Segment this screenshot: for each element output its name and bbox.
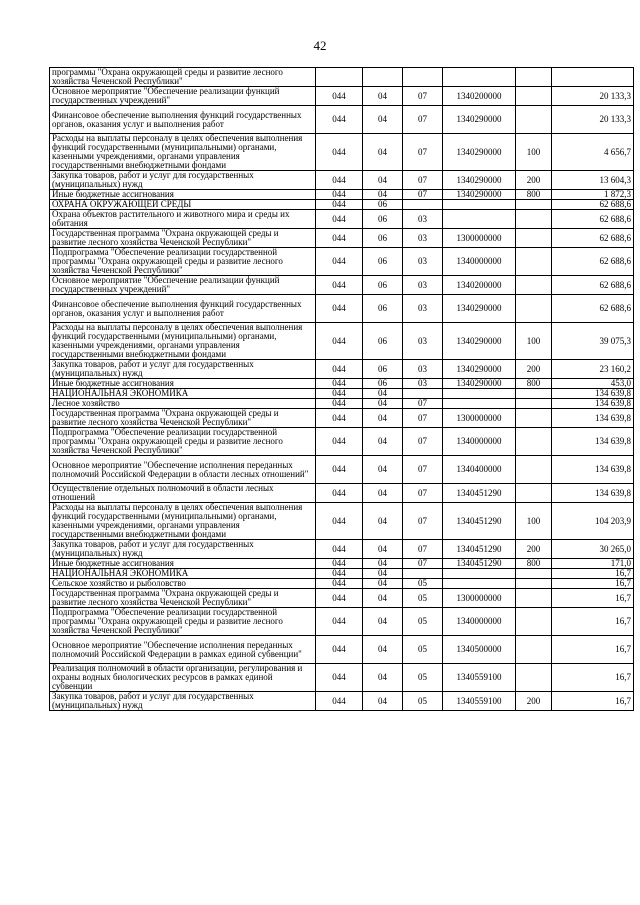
subsection-code-cell: 05 (403, 664, 443, 692)
expense-type-cell (516, 106, 552, 134)
subsection-code-cell: 03 (403, 210, 443, 229)
row-name-cell: НАЦИОНАЛЬНАЯ ЭКОНОМИКА (50, 569, 316, 579)
table-row (50, 106, 634, 134)
expense-type-cell (516, 456, 552, 484)
section-code-cell: 04 (363, 134, 403, 171)
subsection-code-cell: 03 (403, 229, 443, 248)
expense-type-cell: 100 (516, 323, 552, 360)
ved-code-cell: 044 (316, 428, 363, 456)
target-article-cell: 1340290000 (443, 171, 516, 190)
budget-table (49, 67, 634, 711)
expense-type-cell (516, 664, 552, 692)
target-article-cell: 1340000000 (443, 248, 516, 276)
table-row (50, 608, 634, 636)
amount-cell: 134 639,8 (552, 428, 634, 456)
expense-type-cell (516, 210, 552, 229)
subsection-code-cell: 07 (403, 171, 443, 190)
section-code-cell: 04 (363, 409, 403, 428)
amount-cell: 104 203,9 (552, 503, 634, 540)
subsection-code-cell: 03 (403, 295, 443, 323)
amount-cell: 16,7 (552, 579, 634, 589)
table-row (50, 503, 634, 540)
section-code-cell: 04 (363, 106, 403, 134)
section-code-cell: 04 (363, 389, 403, 399)
row-name-cell: Подпрограмма "Обеспечение реализации государственной программы "Охрана окружающей среды и развитие лесного хозяйства Чеченской Республики" (50, 608, 316, 636)
ved-code-cell: 044 (316, 589, 363, 608)
amount-cell: 16,7 (552, 636, 634, 664)
amount-cell: 16,7 (552, 569, 634, 579)
row-name-cell: Лесное хозяйство (50, 399, 316, 409)
amount-cell: 134 639,8 (552, 389, 634, 399)
section-code-cell: 04 (363, 664, 403, 692)
table-row (50, 428, 634, 456)
table-row (50, 229, 634, 248)
subsection-code-cell: 07 (403, 540, 443, 559)
expense-type-cell (516, 569, 552, 579)
subsection-code-cell: 03 (403, 323, 443, 360)
section-code-cell: 04 (363, 636, 403, 664)
section-code-cell: 04 (363, 608, 403, 636)
section-code-cell: 04 (363, 399, 403, 409)
amount-cell: 134 639,8 (552, 456, 634, 484)
ved-code-cell: 044 (316, 636, 363, 664)
target-article-cell: 1340290000 (443, 190, 516, 200)
amount-cell (552, 68, 634, 87)
expense-type-cell: 800 (516, 379, 552, 389)
table-row (50, 636, 634, 664)
expense-type-cell (516, 428, 552, 456)
expense-type-cell (516, 636, 552, 664)
target-article-cell: 1340451290 (443, 559, 516, 569)
row-name-cell: Подпрограмма "Обеспечение реализации государственной программы "Охрана окружающей среды и развитие лесного хозяйства Чеченской Республики" (50, 248, 316, 276)
expense-type-cell (516, 409, 552, 428)
page-number: 42 (313, 38, 327, 53)
expense-type-cell (516, 200, 552, 210)
table-row (50, 171, 634, 190)
section-code-cell: 06 (363, 323, 403, 360)
ved-code-cell: 044 (316, 484, 363, 503)
ved-code-cell: 044 (316, 200, 363, 210)
ved-code-cell: 044 (316, 190, 363, 200)
amount-cell: 171,0 (552, 559, 634, 569)
target-article-cell: 1340290000 (443, 323, 516, 360)
row-name-cell: Государственная программа "Охрана окружающей среды и развитие лесного хозяйства Чеченской Республики" (50, 589, 316, 608)
row-name-cell: ОХРАНА ОКРУЖАЮЩЕЙ СРЕДЫ (50, 200, 316, 210)
section-code-cell: 06 (363, 248, 403, 276)
subsection-code-cell: 07 (403, 559, 443, 569)
ved-code-cell: 044 (316, 171, 363, 190)
ved-code-cell: 044 (316, 323, 363, 360)
row-name-cell: Реализация полномочий в области организации, регулирования и охраны водных биологических ресурсов в рамках единой субвенции (50, 664, 316, 692)
amount-cell: 62 688,6 (552, 295, 634, 323)
section-code-cell (363, 68, 403, 87)
expense-type-cell (516, 399, 552, 409)
row-name-cell: Сельское хозяйство и рыболовство (50, 579, 316, 589)
expense-type-cell (516, 295, 552, 323)
expense-type-cell (516, 579, 552, 589)
subsection-code-cell: 03 (403, 276, 443, 295)
section-code-cell: 04 (363, 428, 403, 456)
amount-cell: 1 872,3 (552, 190, 634, 200)
amount-cell: 30 265,0 (552, 540, 634, 559)
row-name-cell: Основное мероприятие "Обеспечение реализации функций государственных учреждений" (50, 87, 316, 106)
row-name-cell: Расходы на выплаты персоналу в целях обеспечения выполнения функций государственными (муниципальными) органами, казенными учреждениями, органами управления государственными внебюджетными фондами (50, 134, 316, 171)
row-name-cell: НАЦИОНАЛЬНАЯ ЭКОНОМИКА (50, 389, 316, 399)
row-name-cell: Иные бюджетные ассигнования (50, 559, 316, 569)
section-code-cell: 04 (363, 503, 403, 540)
section-code-cell: 06 (363, 229, 403, 248)
section-code-cell: 06 (363, 200, 403, 210)
table-row (50, 579, 634, 589)
ved-code-cell: 044 (316, 456, 363, 484)
row-name-cell: Осуществление отдельных полномочий в области лесных отношений (50, 484, 316, 503)
subsection-code-cell: 03 (403, 360, 443, 379)
target-article-cell: 1300000000 (443, 229, 516, 248)
ved-code-cell: 044 (316, 503, 363, 540)
row-name-cell: Охрана объектов растительного и животного мира и среды их обитания (50, 210, 316, 229)
expense-type-cell: 200 (516, 692, 552, 711)
row-name-cell: программы "Охрана окружающей среды и развитие лесного хозяйства Чеченской Республики" (50, 68, 316, 87)
section-code-cell: 04 (363, 484, 403, 503)
target-article-cell: 1340290000 (443, 106, 516, 134)
target-article-cell: 1340290000 (443, 360, 516, 379)
amount-cell: 20 133,3 (552, 87, 634, 106)
row-name-cell: Основное мероприятие "Обеспечение исполнения переданных полномочий Российской Федерации в рамках единой субвенции" (50, 636, 316, 664)
amount-cell: 16,7 (552, 664, 634, 692)
section-code-cell: 04 (363, 456, 403, 484)
row-name-cell: Иные бюджетные ассигнования (50, 379, 316, 389)
target-article-cell: 1340000000 (443, 608, 516, 636)
ved-code-cell: 044 (316, 540, 363, 559)
section-code-cell: 04 (363, 589, 403, 608)
target-article-cell: 1340451290 (443, 484, 516, 503)
table-row (50, 360, 634, 379)
row-name-cell: Основное мероприятие "Обеспечение исполнения переданных полномочий Российской Федерации в области лесных отношений" (50, 456, 316, 484)
ved-code-cell: 044 (316, 409, 363, 428)
table-row (50, 200, 634, 210)
ved-code-cell (316, 68, 363, 87)
row-name-cell: Финансовое обеспечение выполнения функций государственных органов, оказания услуг и выполнения работ (50, 295, 316, 323)
ved-code-cell: 044 (316, 134, 363, 171)
subsection-code-cell: 07 (403, 399, 443, 409)
target-article-cell: 1340200000 (443, 276, 516, 295)
amount-cell: 62 688,6 (552, 210, 634, 229)
section-code-cell: 04 (363, 87, 403, 106)
expense-type-cell: 100 (516, 503, 552, 540)
ved-code-cell: 044 (316, 276, 363, 295)
section-code-cell: 06 (363, 360, 403, 379)
ved-code-cell: 044 (316, 692, 363, 711)
amount-cell: 62 688,6 (552, 200, 634, 210)
subsection-code-cell (403, 200, 443, 210)
expense-type-cell: 800 (516, 190, 552, 200)
table-row (50, 569, 634, 579)
table-row (50, 399, 634, 409)
subsection-code-cell: 03 (403, 379, 443, 389)
target-article-cell: 1340200000 (443, 87, 516, 106)
target-article-cell (443, 200, 516, 210)
target-article-cell (443, 579, 516, 589)
table-row (50, 692, 634, 711)
subsection-code-cell: 05 (403, 579, 443, 589)
table-row (50, 276, 634, 295)
target-article-cell (443, 389, 516, 399)
subsection-code-cell (403, 569, 443, 579)
ved-code-cell: 044 (316, 569, 363, 579)
expense-type-cell: 200 (516, 540, 552, 559)
row-name-cell: Расходы на выплаты персоналу в целях обеспечения выполнения функций государственными (муниципальными) органами, казенными учреждениями, органами управления государственными внебюджетными фондами (50, 323, 316, 360)
ved-code-cell: 044 (316, 295, 363, 323)
ved-code-cell: 044 (316, 399, 363, 409)
target-article-cell: 1340290000 (443, 295, 516, 323)
table-row (50, 134, 634, 171)
ved-code-cell: 044 (316, 248, 363, 276)
target-article-cell: 1340000000 (443, 428, 516, 456)
ved-code-cell: 044 (316, 106, 363, 134)
row-name-cell: Подпрограмма "Обеспечение реализации государственной программы "Охрана окружающей среды и развитие лесного хозяйства Чеченской Республики" (50, 428, 316, 456)
expense-type-cell: 100 (516, 134, 552, 171)
amount-cell: 16,7 (552, 608, 634, 636)
table-row (50, 589, 634, 608)
section-code-cell: 04 (363, 190, 403, 200)
amount-cell: 4 656,7 (552, 134, 634, 171)
amount-cell: 134 639,8 (552, 399, 634, 409)
expense-type-cell: 200 (516, 360, 552, 379)
target-article-cell: 1300000000 (443, 409, 516, 428)
section-code-cell: 04 (363, 579, 403, 589)
subsection-code-cell: 07 (403, 428, 443, 456)
row-name-cell: Основное мероприятие "Обеспечение реализации функций государственных учреждений" (50, 276, 316, 295)
expense-type-cell (516, 589, 552, 608)
subsection-code-cell: 07 (403, 503, 443, 540)
expense-type-cell (516, 389, 552, 399)
expense-type-cell (516, 68, 552, 87)
expense-type-cell (516, 276, 552, 295)
row-name-cell: Финансовое обеспечение выполнения функций государственных органов, оказания услуг и выполнения работ (50, 106, 316, 134)
ved-code-cell: 044 (316, 210, 363, 229)
section-code-cell: 06 (363, 210, 403, 229)
ved-code-cell: 044 (316, 87, 363, 106)
expense-type-cell (516, 248, 552, 276)
row-name-cell: Расходы на выплаты персоналу в целях обеспечения выполнения функций государственными (муниципальными) органами, казенными учреждениями, органами управления государственными внебюджетными фондами (50, 503, 316, 540)
row-name-cell: Закупка товаров, работ и услуг для государственных (муниципальных) нужд (50, 171, 316, 190)
ved-code-cell: 044 (316, 379, 363, 389)
ved-code-cell: 044 (316, 608, 363, 636)
subsection-code-cell: 05 (403, 608, 443, 636)
ved-code-cell: 044 (316, 389, 363, 399)
subsection-code-cell: 05 (403, 636, 443, 664)
subsection-code-cell: 07 (403, 456, 443, 484)
section-code-cell: 06 (363, 276, 403, 295)
table-row (50, 190, 634, 200)
budget-table-body (50, 68, 634, 711)
target-article-cell: 1340500000 (443, 636, 516, 664)
table-row (50, 379, 634, 389)
amount-cell: 16,7 (552, 589, 634, 608)
table-row (50, 409, 634, 428)
subsection-code-cell (403, 389, 443, 399)
target-article-cell: 1300000000 (443, 589, 516, 608)
target-article-cell (443, 569, 516, 579)
amount-cell: 39 075,3 (552, 323, 634, 360)
target-article-cell: 1340451290 (443, 540, 516, 559)
row-name-cell: Иные бюджетные ассигнования (50, 190, 316, 200)
table-row (50, 295, 634, 323)
expense-type-cell (516, 229, 552, 248)
subsection-code-cell: 07 (403, 106, 443, 134)
table-row (50, 540, 634, 559)
subsection-code-cell (403, 68, 443, 87)
amount-cell: 23 160,2 (552, 360, 634, 379)
target-article-cell (443, 68, 516, 87)
subsection-code-cell: 03 (403, 248, 443, 276)
section-code-cell: 06 (363, 379, 403, 389)
table-row (50, 210, 634, 229)
table-row (50, 456, 634, 484)
expense-type-cell (516, 87, 552, 106)
amount-cell: 16,7 (552, 692, 634, 711)
target-article-cell: 1340400000 (443, 456, 516, 484)
row-name-cell: Закупка товаров, работ и услуг для государственных (муниципальных) нужд (50, 360, 316, 379)
amount-cell: 134 639,8 (552, 409, 634, 428)
table-row (50, 248, 634, 276)
section-code-cell: 04 (363, 569, 403, 579)
amount-cell: 62 688,6 (552, 248, 634, 276)
amount-cell: 134 639,8 (552, 484, 634, 503)
ved-code-cell: 044 (316, 664, 363, 692)
subsection-code-cell: 05 (403, 692, 443, 711)
section-code-cell: 06 (363, 295, 403, 323)
table-row (50, 87, 634, 106)
subsection-code-cell: 07 (403, 190, 443, 200)
subsection-code-cell: 07 (403, 409, 443, 428)
expense-type-cell: 200 (516, 171, 552, 190)
section-code-cell: 04 (363, 171, 403, 190)
row-name-cell: Государственная программа "Охрана окружающей среды и развитие лесного хозяйства Чеченской Республики" (50, 409, 316, 428)
expense-type-cell: 800 (516, 559, 552, 569)
amount-cell: 20 133,3 (552, 106, 634, 134)
ved-code-cell: 044 (316, 229, 363, 248)
subsection-code-cell: 07 (403, 134, 443, 171)
target-article-cell: 1340290000 (443, 134, 516, 171)
expense-type-cell (516, 484, 552, 503)
table-row (50, 68, 634, 87)
row-name-cell: Закупка товаров, работ и услуг для государственных (муниципальных) нужд (50, 540, 316, 559)
ved-code-cell: 044 (316, 579, 363, 589)
target-article-cell: 1340559100 (443, 664, 516, 692)
subsection-code-cell: 05 (403, 589, 443, 608)
target-article-cell: 1340290000 (443, 379, 516, 389)
table-row (50, 484, 634, 503)
amount-cell: 62 688,6 (552, 276, 634, 295)
table-row (50, 389, 634, 399)
section-code-cell: 04 (363, 692, 403, 711)
ved-code-cell: 044 (316, 559, 363, 569)
amount-cell: 13 604,3 (552, 171, 634, 190)
row-name-cell: Закупка товаров, работ и услуг для государственных (муниципальных) нужд (50, 692, 316, 711)
section-code-cell: 04 (363, 559, 403, 569)
subsection-code-cell: 07 (403, 484, 443, 503)
row-name-cell: Государственная программа "Охрана окружающей среды и развитие лесного хозяйства Чеченской Республики" (50, 229, 316, 248)
target-article-cell: 1340451290 (443, 503, 516, 540)
table-row (50, 323, 634, 360)
table-row (50, 559, 634, 569)
amount-cell: 453,0 (552, 379, 634, 389)
target-article-cell (443, 210, 516, 229)
target-article-cell: 1340559100 (443, 692, 516, 711)
table-row (50, 664, 634, 692)
expense-type-cell (516, 608, 552, 636)
amount-cell: 62 688,6 (552, 229, 634, 248)
ved-code-cell: 044 (316, 360, 363, 379)
subsection-code-cell: 07 (403, 87, 443, 106)
target-article-cell (443, 399, 516, 409)
section-code-cell: 04 (363, 540, 403, 559)
